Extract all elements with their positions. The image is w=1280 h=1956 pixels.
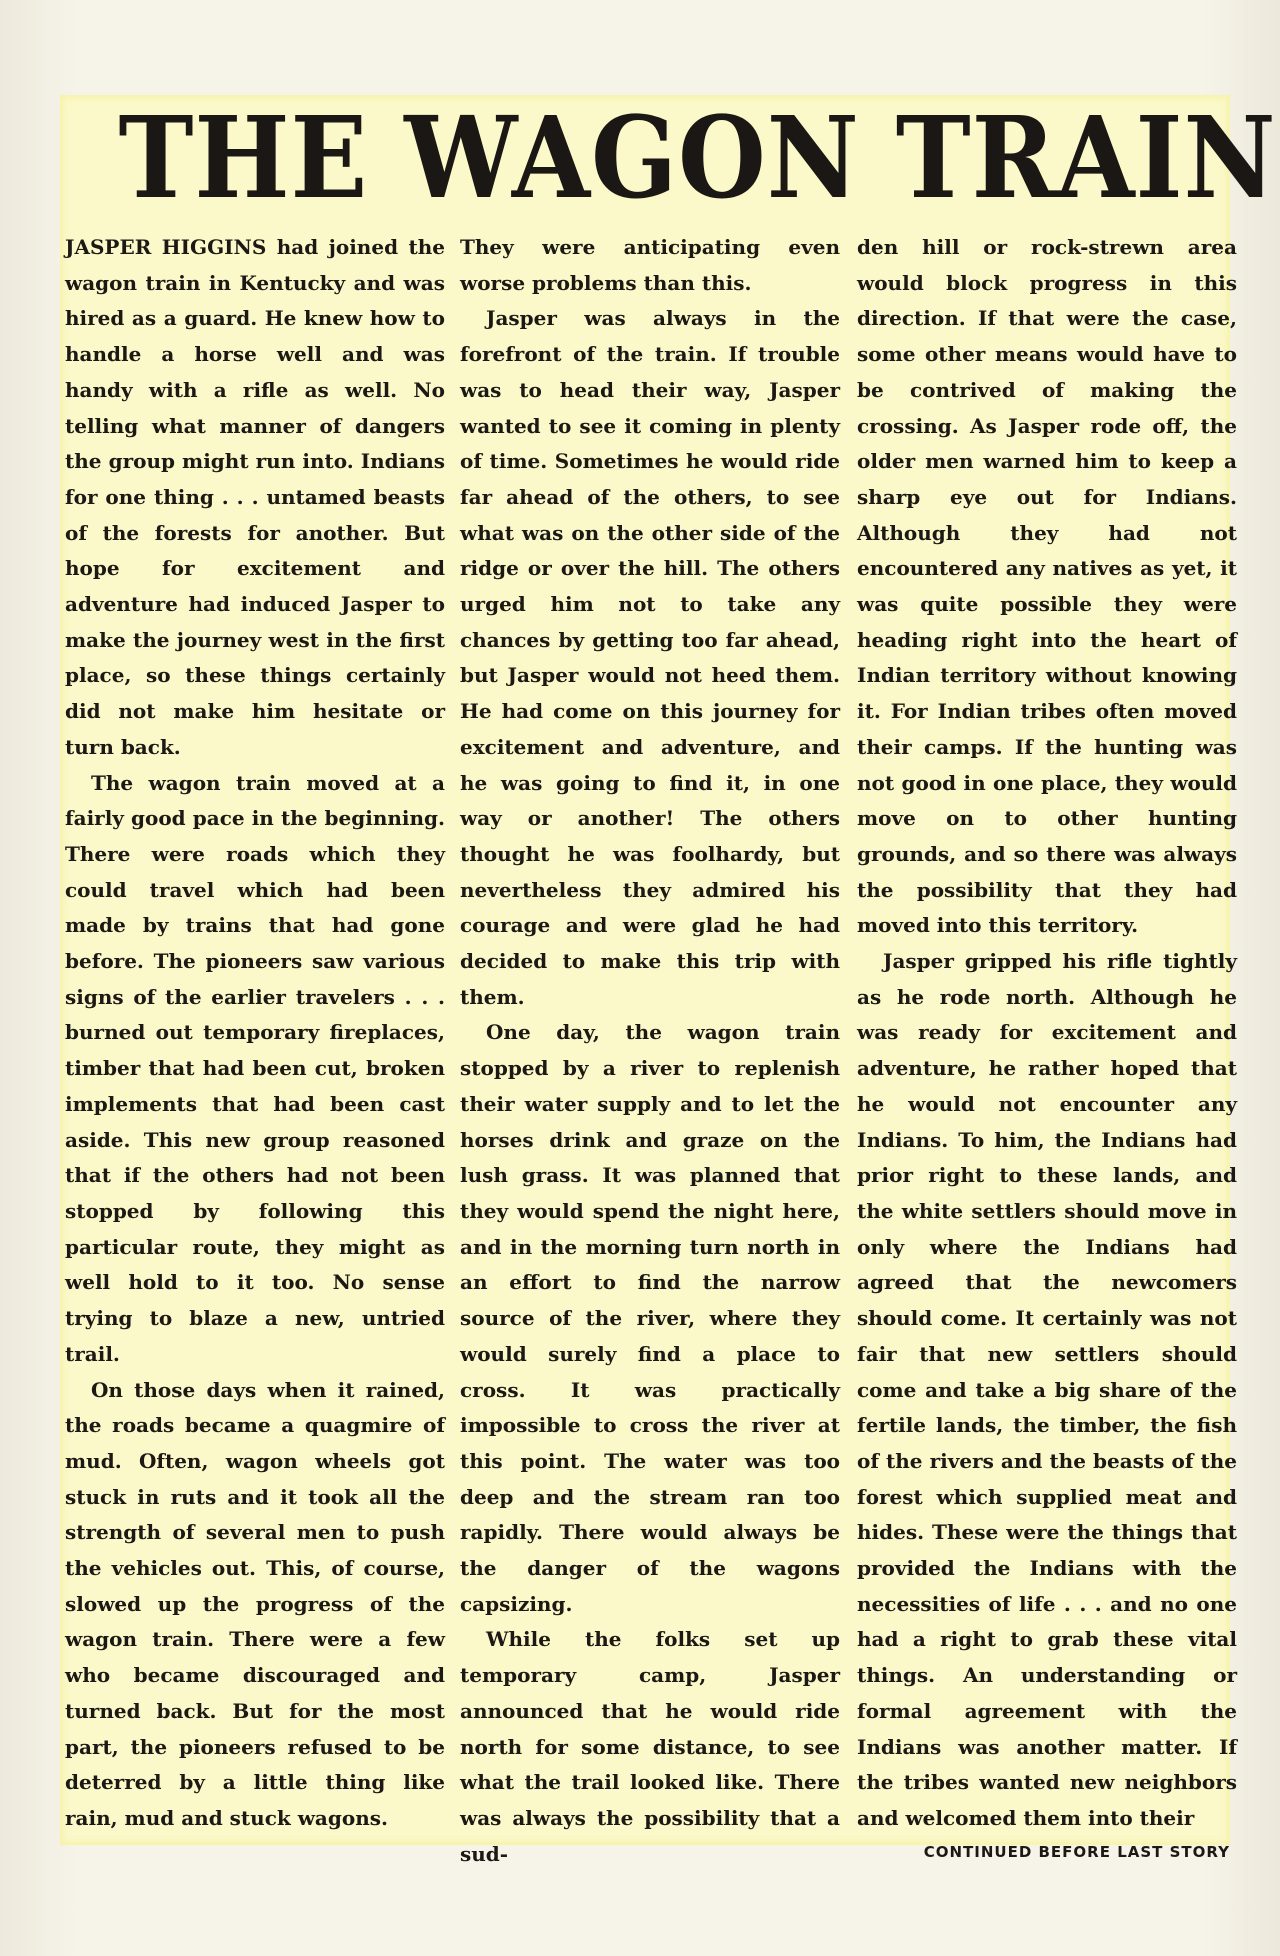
continued-note: CONTINUED BEFORE LAST STORY <box>923 1843 1230 1861</box>
paragraph: JASPER HIGGINS had joined the wagon train in Kentucky and was hired as a guard. He knew how to handle a horse well and was handy with a rifle as well. No telling what manner of dangers the group might run into. Indians for one thing . . . untamed beasts of the forests for another. But hope for excitement and adventure had induced Jasper to make the journey west in the first place, so these things certainly did not make him hesitate or turn back. <box>65 235 445 759</box>
column-3 <box>857 230 1237 1830</box>
column-1 <box>65 230 445 1830</box>
paragraph: While the folks set up temporary camp, Jasper announced that he would ride north for some distance, to see what the trail looked like. There was always the possibility that a sud- <box>460 1627 840 1866</box>
paragraph: den hill or rock-strewn area would block progress in this direction. If that were the case, some other means would have to be contrived of making the crossing. As Jasper rode off, the older men warned him to keep a sharp eye out for Indians. Although they had not encountered any natives as yet, it was quite possible they were heading right into the heart of Indian territory without knowing it. For Indian tribes often moved their camps. If the hunting was not good in one place, they would move on to other hunting grounds, and so there was always the possibility that they had moved into this territory. <box>857 235 1237 938</box>
paragraph: One day, the wagon train stopped by a river to replenish their water supply and to let the horses drink and graze on the lush grass. It was planned that they would spend the night here, and in the morning turn north in an effort to find the narrow source of the river, where they would surely find a place to cross. It was practically impossible to cross the river at this point. The water was too deep and the stream ran too rapidly. There would always be the danger of the wagons capsizing. <box>460 1020 840 1616</box>
paragraph: On those days when it rained, the roads became a quagmire of mud. Often, wagon wheels got stuck in ruts and it took all the strength of several men to push the vehicles out. This, of course, slowed up the progress of the wagon train. There were a few who became discouraged and turned back. But for the most part, the pioneers refused to be deterred by a little thing like rain, mud and stuck wagons. <box>65 1377 445 1830</box>
paragraph: Jasper gripped his rifle tightly as he rode north. Although he was ready for excitement and adventure, he rather hoped that he would not encounter any Indians. To him, the Indians had prior right to these lands, and the white settlers should move in only where the Indians had agreed that the newcomers should come. It certainly was not fair that new settlers should come and take a big share of the fertile lands, the timber, the fish of the rivers and the beasts of the forest which supplied meat and hides. These were the things that provided the Indians with the necessities of life . . . and no one had a right to grab these vital things. An understanding or formal agreement with the Indians was another matter. If the tribes wanted new neighbors and welcomed them into their <box>857 949 1237 1830</box>
paragraph: They were anticipating even worse problems than this. <box>460 235 840 295</box>
column-2 <box>460 230 840 1866</box>
page-title: THE WAGON TRAIN <box>118 93 1277 224</box>
paragraph: The wagon train moved at a fairly good pace in the beginning. There were roads which they could travel which had been made by trains that had gone before. The pioneers saw various signs of the earlier travelers . . . burned out temporary fireplaces, timber that had been cut, broken implements that had been cast aside. This new group reasoned that if the others had not been stopped by following this particular route, they might as well hold to it too. No sense trying to blaze a new, untried trail. <box>65 770 445 1366</box>
paragraph: Jasper was always in the forefront of the train. If trouble was to head their way, Jasper wanted to see it coming in plenty of time. Sometimes he would ride far ahead of the others, to see what was on the other side of the ridge or over the hill. The others urged him not to take any chances by getting too far ahead, but Jasper would not heed them. He had come on this journey for excitement and adventure, and he was going to find it, in one way or another! The others thought he was foolhardy, but nevertheless they admired his courage and were glad he had decided to make this trip with them. <box>460 306 840 1009</box>
